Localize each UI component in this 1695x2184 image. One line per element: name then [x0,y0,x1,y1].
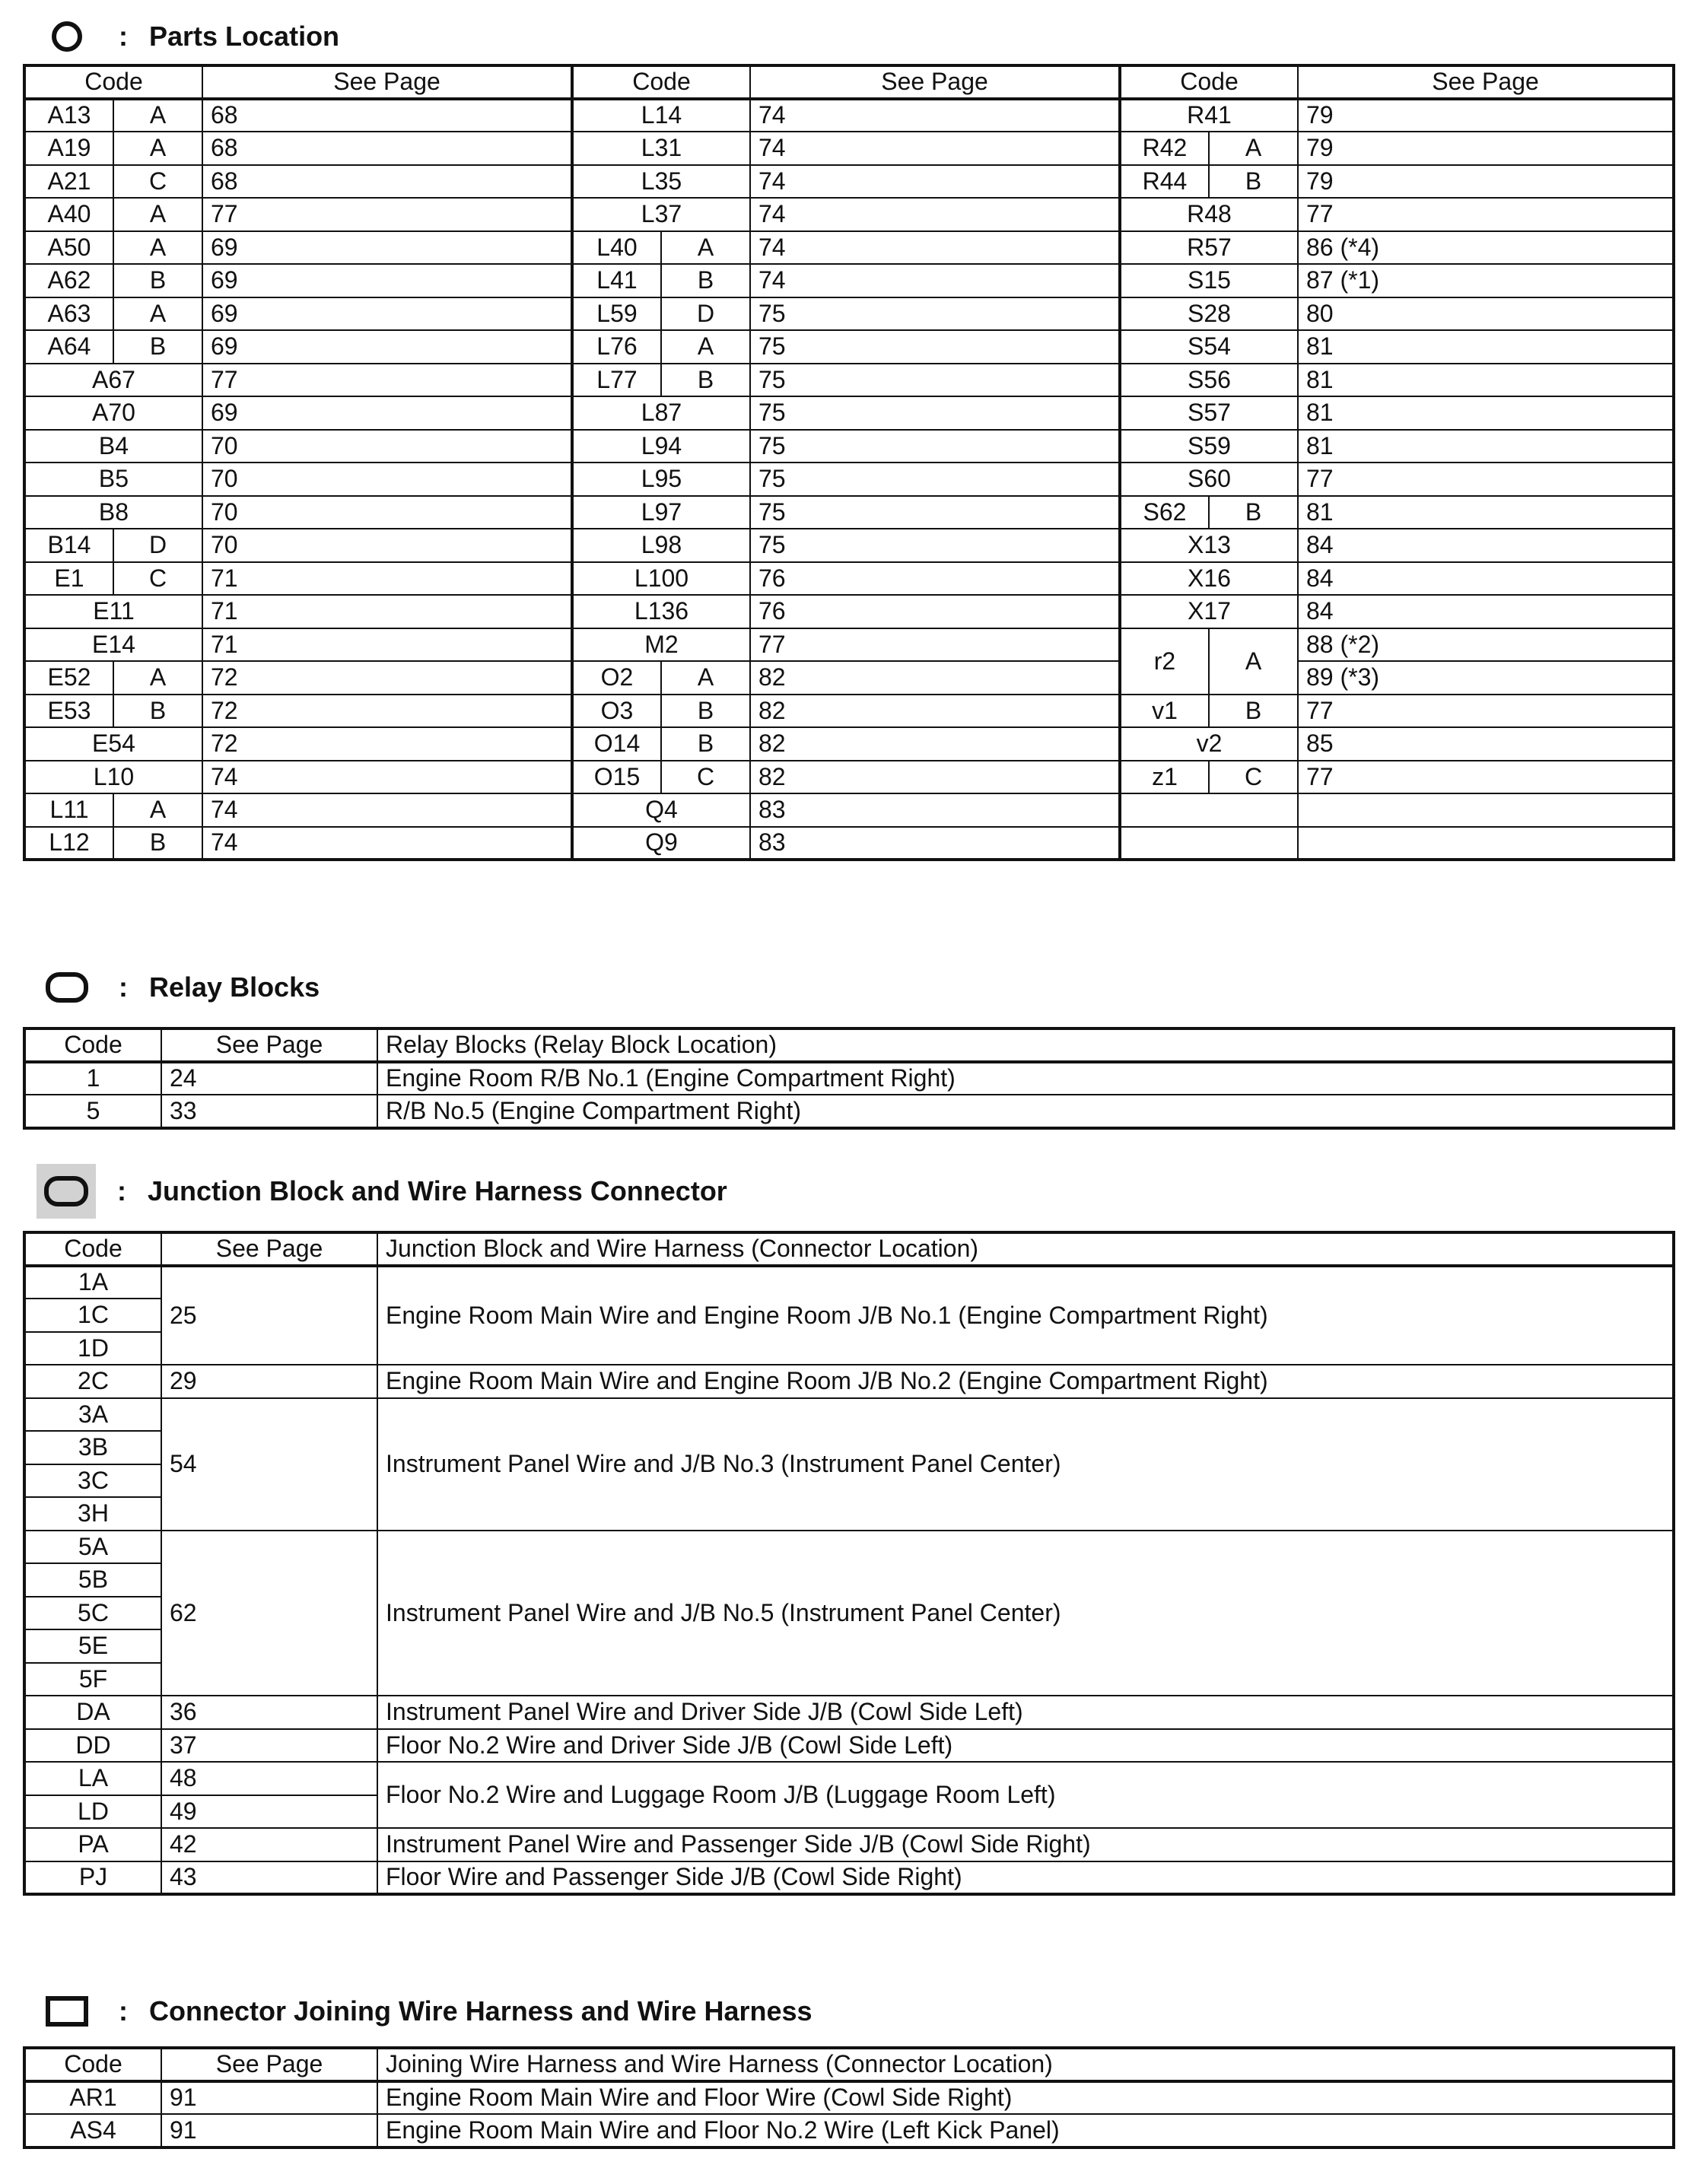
variant-cell: D [113,529,202,562]
code-cell: DD [24,1729,161,1763]
variant-cell: D [661,297,750,331]
code-cell: A63 [24,297,113,331]
code-cell: 5B [24,1563,161,1597]
section-title: Relay Blocks [149,971,320,1003]
page-cell: 71 [202,595,572,628]
page-cell: 75 [750,463,1120,496]
code-cell: 3H [24,1497,161,1531]
header-code: Code [24,2048,161,2081]
page-cell: 72 [202,695,572,728]
code-cell: 3C [24,1464,161,1498]
page-cell: 24 [161,1062,377,1095]
variant-cell: A [661,661,750,695]
page-cell: 76 [750,595,1120,628]
table-row [24,297,1674,331]
table-row [24,695,1674,728]
page-cell: 74 [202,793,572,827]
header-code: Code [24,1028,161,1062]
connector-joining-heading [46,1988,813,2034]
page-cell [1298,827,1674,860]
page-cell: 82 [750,695,1120,728]
page-cell: 76 [750,562,1120,596]
description-cell: Engine Room Main Wire and Engine Room J/B No.2 (Engine Compartment Right) [377,1365,1674,1398]
page-cell: 42 [161,1828,377,1861]
colon: : [119,21,128,52]
colon: : [117,1175,126,1206]
code-cell: z1 [1120,761,1209,794]
code-cell: v2 [1120,727,1298,761]
code-cell: 5C [24,1597,161,1630]
page-cell: 77 [202,364,572,397]
code-cell: A70 [24,396,202,430]
code-cell: 3B [24,1431,161,1464]
variant-cell: B [1209,496,1298,529]
code-cell: S28 [1120,297,1298,331]
code-cell: M2 [572,628,750,662]
variant-cell: A [113,198,202,231]
page-cell: 77 [1298,761,1674,794]
variant-cell: C [113,562,202,596]
table-row [24,430,1674,463]
code-cell: S54 [1120,330,1298,364]
page-cell: 82 [750,727,1120,761]
code-cell: PJ [24,1861,161,1895]
page-cell: 87 (*1) [1298,264,1674,297]
table-row [24,727,1674,761]
table-row [24,628,1674,662]
description-cell: Engine Room Main Wire and Engine Room J/B No.1 (Engine Compartment Right) [377,1266,1674,1365]
page-cell: 33 [161,1095,377,1128]
variant-cell: C [113,165,202,199]
code-cell: L41 [572,264,661,297]
page-cell: 72 [202,727,572,761]
header-code: Code [24,65,202,99]
code-cell: R44 [1120,165,1209,199]
page-cell: 81 [1298,364,1674,397]
junction-block-heading [46,1168,727,1214]
code-cell: L87 [572,396,750,430]
code-cell: A40 [24,198,113,231]
table-row [24,529,1674,562]
table-row [24,330,1674,364]
table-row [24,1729,1674,1763]
code-cell: L12 [24,827,113,860]
page-cell: 36 [161,1696,377,1729]
variant-cell: B [1209,165,1298,199]
code-cell: A67 [24,364,202,397]
page-cell: 79 [1298,99,1674,132]
code-cell: 1D [24,1332,161,1365]
page-cell: 68 [202,99,572,132]
variant-cell: B [661,364,750,397]
page-cell: 72 [202,661,572,695]
page-cell: 75 [750,430,1120,463]
page-cell [1298,793,1674,827]
page-cell: 74 [750,99,1120,132]
variant-cell: B [113,695,202,728]
description-cell: R/B No.5 (Engine Compartment Right) [377,1095,1674,1128]
table-row [24,364,1674,397]
table-row [24,2114,1674,2147]
page-cell: 77 [750,628,1120,662]
page-cell: 77 [1298,198,1674,231]
page-cell: 49 [161,1795,377,1829]
code-cell: 5E [24,1629,161,1663]
code-cell: L100 [572,562,750,596]
code-cell: 3A [24,1398,161,1432]
code-cell: E11 [24,595,202,628]
description-cell: Engine Room R/B No.1 (Engine Compartment Right) [377,1062,1674,1095]
variant-cell: B [661,264,750,297]
description-cell: Engine Room Main Wire and Floor No.2 Wire (Left Kick Panel) [377,2114,1674,2147]
rectangle-symbol-icon [46,1995,88,2028]
header-see-page: See Page [161,2048,377,2081]
table-row [24,1531,1674,1564]
code-cell [1120,827,1298,860]
parts-location-heading [46,14,339,59]
code-cell: 2C [24,1365,161,1398]
code-cell: L40 [572,231,661,265]
colon: : [119,1995,128,2027]
section-title: Connector Joining Wire Harness and Wire Harness [149,1995,813,2027]
page-cell: 88 (*2) [1298,628,1674,662]
page-cell: 89 (*3) [1298,661,1674,695]
page-cell: 70 [202,430,572,463]
relay-blocks-table [23,1027,1675,1130]
page-cell: 74 [750,198,1120,231]
page-cell: 82 [750,661,1120,695]
code-cell: LD [24,1795,161,1829]
table-row [24,827,1674,860]
code-cell: R48 [1120,198,1298,231]
code-cell: O2 [572,661,661,695]
variant-cell: C [661,761,750,794]
page-cell: 43 [161,1861,377,1895]
variant-cell: B [661,695,750,728]
table-row [24,264,1674,297]
description-cell: Floor No.2 Wire and Driver Side J/B (Cowl Side Left) [377,1729,1674,1763]
code-cell: Q4 [572,793,750,827]
code-cell: S57 [1120,396,1298,430]
code-cell: L37 [572,198,750,231]
rounded-rect-symbol-icon [46,971,88,1004]
page-cell: 77 [1298,695,1674,728]
page-cell: 81 [1298,330,1674,364]
page-cell: 82 [750,761,1120,794]
page-cell: 75 [750,496,1120,529]
page-cell: 54 [161,1398,377,1531]
table-row [24,761,1674,794]
variant-cell: A [113,661,202,695]
code-cell: L76 [572,330,661,364]
section-title: Junction Block and Wire Harness Connector [148,1175,727,1206]
code-cell [1120,793,1298,827]
junction-block-table [23,1231,1675,1896]
header-code: Code [1120,65,1298,99]
code-cell: AS4 [24,2114,161,2147]
header-see-page: See Page [750,65,1120,99]
code-cell: L59 [572,297,661,331]
shaded-rounded-rect-symbol-icon [37,1164,96,1219]
code-cell: A13 [24,99,113,132]
table-row [24,396,1674,430]
page-cell: 74 [202,827,572,860]
page-cell: 71 [202,562,572,596]
header-code: Code [572,65,750,99]
code-cell: v1 [1120,695,1209,728]
code-cell: S62 [1120,496,1209,529]
page-cell: 77 [1298,463,1674,496]
code-cell: DA [24,1696,161,1729]
code-cell: L10 [24,761,202,794]
code-cell: L11 [24,793,113,827]
header-see-page: See Page [161,1028,377,1062]
header-see-page: See Page [1298,65,1674,99]
description-cell: Instrument Panel Wire and J/B No.3 (Instrument Panel Center) [377,1398,1674,1531]
table-row [24,1365,1674,1398]
page-cell: 62 [161,1531,377,1696]
connector-joining-table [23,2046,1675,2149]
code-cell: 5F [24,1663,161,1696]
code-cell: 5A [24,1531,161,1564]
header-code: Code [24,1232,161,1266]
page-cell: 84 [1298,562,1674,596]
page-cell: 75 [750,529,1120,562]
variant-cell: A [113,132,202,165]
page-cell: 81 [1298,496,1674,529]
code-cell: Q9 [572,827,750,860]
page-cell: 25 [161,1266,377,1365]
code-cell: S59 [1120,430,1298,463]
variant-cell: A [113,793,202,827]
relay-blocks-heading [46,965,320,1010]
table-row [24,1828,1674,1861]
page-cell: 69 [202,297,572,331]
page-cell: 91 [161,2081,377,2115]
header-description: Joining Wire Harness and Wire Harness (Connector Location) [377,2048,1674,2081]
table-row [24,2081,1674,2115]
variant-cell: B [113,330,202,364]
variant-cell: A [1209,132,1298,165]
page-cell: 69 [202,264,572,297]
code-cell: 1A [24,1266,161,1299]
code-cell: A50 [24,231,113,265]
code-cell: 1 [24,1062,161,1095]
code-cell: L95 [572,463,750,496]
table-row [24,1398,1674,1432]
page-cell: 75 [750,364,1120,397]
variant-cell: A [661,330,750,364]
table-row [24,1861,1674,1895]
page-cell: 48 [161,1762,377,1795]
variant-cell: B [113,827,202,860]
header-description: Junction Block and Wire Harness (Connector Location) [377,1232,1674,1266]
code-cell: L77 [572,364,661,397]
header-see-page: See Page [161,1232,377,1266]
table-row [24,1095,1674,1128]
variant-cell: A [661,231,750,265]
code-cell: E54 [24,727,202,761]
code-cell: O14 [572,727,661,761]
table-row [24,1062,1674,1095]
code-cell: B4 [24,430,202,463]
page-cell: 74 [750,132,1120,165]
page-cell: 75 [750,330,1120,364]
section-title: Parts Location [149,21,340,52]
page-cell: 86 (*4) [1298,231,1674,265]
code-cell: r2 [1120,628,1209,695]
code-cell: A64 [24,330,113,364]
page-cell: 85 [1298,727,1674,761]
code-cell: E53 [24,695,113,728]
page-cell: 79 [1298,165,1674,199]
page-cell: 75 [750,396,1120,430]
code-cell: L94 [572,430,750,463]
code-cell: L31 [572,132,750,165]
code-cell: X17 [1120,595,1298,628]
description-cell: Floor Wire and Passenger Side J/B (Cowl Side Right) [377,1861,1674,1895]
colon: : [119,971,128,1003]
table-row [24,463,1674,496]
description-cell: Floor No.2 Wire and Luggage Room J/B (Luggage Room Left) [377,1762,1674,1828]
code-cell: E1 [24,562,113,596]
code-cell: S56 [1120,364,1298,397]
table-row [24,1266,1674,1299]
page-cell: 70 [202,529,572,562]
code-cell: X16 [1120,562,1298,596]
page-cell: 77 [202,198,572,231]
table-row [24,1762,1674,1795]
variant-cell: C [1209,761,1298,794]
code-cell: B8 [24,496,202,529]
code-cell: L14 [572,99,750,132]
table-row [24,198,1674,231]
page-cell: 91 [161,2114,377,2147]
code-cell: L98 [572,529,750,562]
code-cell: S15 [1120,264,1298,297]
code-cell: L97 [572,496,750,529]
code-cell: L136 [572,595,750,628]
page-cell: 74 [750,231,1120,265]
code-cell: B14 [24,529,113,562]
page-cell: 74 [202,761,572,794]
code-cell: A19 [24,132,113,165]
table-row [24,661,1674,695]
circle-symbol-icon [46,20,88,53]
page-cell: 69 [202,330,572,364]
code-cell: R42 [1120,132,1209,165]
variant-cell: A [1209,628,1298,695]
code-cell: R57 [1120,231,1298,265]
page-cell: 79 [1298,132,1674,165]
table-row [24,1696,1674,1729]
page-cell: 68 [202,132,572,165]
page-cell: 37 [161,1729,377,1763]
table-row [24,496,1674,529]
page-cell: 81 [1298,396,1674,430]
code-cell: R41 [1120,99,1298,132]
table-row [24,595,1674,628]
page-cell: 84 [1298,529,1674,562]
page-cell: 74 [750,165,1120,199]
code-cell: A21 [24,165,113,199]
variant-cell: B [113,264,202,297]
variant-cell: B [1209,695,1298,728]
variant-cell: A [113,231,202,265]
page-cell: 71 [202,628,572,662]
code-cell: X13 [1120,529,1298,562]
code-cell: L35 [572,165,750,199]
code-cell: LA [24,1762,161,1795]
code-cell: O3 [572,695,661,728]
variant-cell: A [113,99,202,132]
page-cell: 70 [202,496,572,529]
page-cell: 69 [202,396,572,430]
code-cell: E14 [24,628,202,662]
variant-cell: A [113,297,202,331]
page-cell: 69 [202,231,572,265]
code-cell: 5 [24,1095,161,1128]
page-cell: 75 [750,297,1120,331]
page-cell: 84 [1298,595,1674,628]
code-cell: A62 [24,264,113,297]
header-description: Relay Blocks (Relay Block Location) [377,1028,1674,1062]
code-cell: PA [24,1828,161,1861]
variant-cell: B [661,727,750,761]
page-cell: 70 [202,463,572,496]
page-cell: 68 [202,165,572,199]
description-cell: Instrument Panel Wire and Driver Side J/B (Cowl Side Left) [377,1696,1674,1729]
page-cell: 29 [161,1365,377,1398]
code-cell: O15 [572,761,661,794]
table-row [24,165,1674,199]
page-cell: 83 [750,827,1120,860]
page-cell: 81 [1298,430,1674,463]
page-cell: 74 [750,264,1120,297]
code-cell: S60 [1120,463,1298,496]
description-cell: Engine Room Main Wire and Floor Wire (Cowl Side Right) [377,2081,1674,2115]
page-cell: 80 [1298,297,1674,331]
description-cell: Instrument Panel Wire and J/B No.5 (Instrument Panel Center) [377,1531,1674,1696]
table-row [24,99,1674,132]
code-cell: E52 [24,661,113,695]
description-cell: Instrument Panel Wire and Passenger Side J/B (Cowl Side Right) [377,1828,1674,1861]
code-cell: AR1 [24,2081,161,2115]
code-cell: 1C [24,1299,161,1332]
table-row [24,562,1674,596]
parts-location-table [23,64,1675,861]
table-row [24,793,1674,827]
page-cell: 83 [750,793,1120,827]
code-cell: B5 [24,463,202,496]
table-row [24,132,1674,165]
header-see-page: See Page [202,65,572,99]
table-row [24,231,1674,265]
